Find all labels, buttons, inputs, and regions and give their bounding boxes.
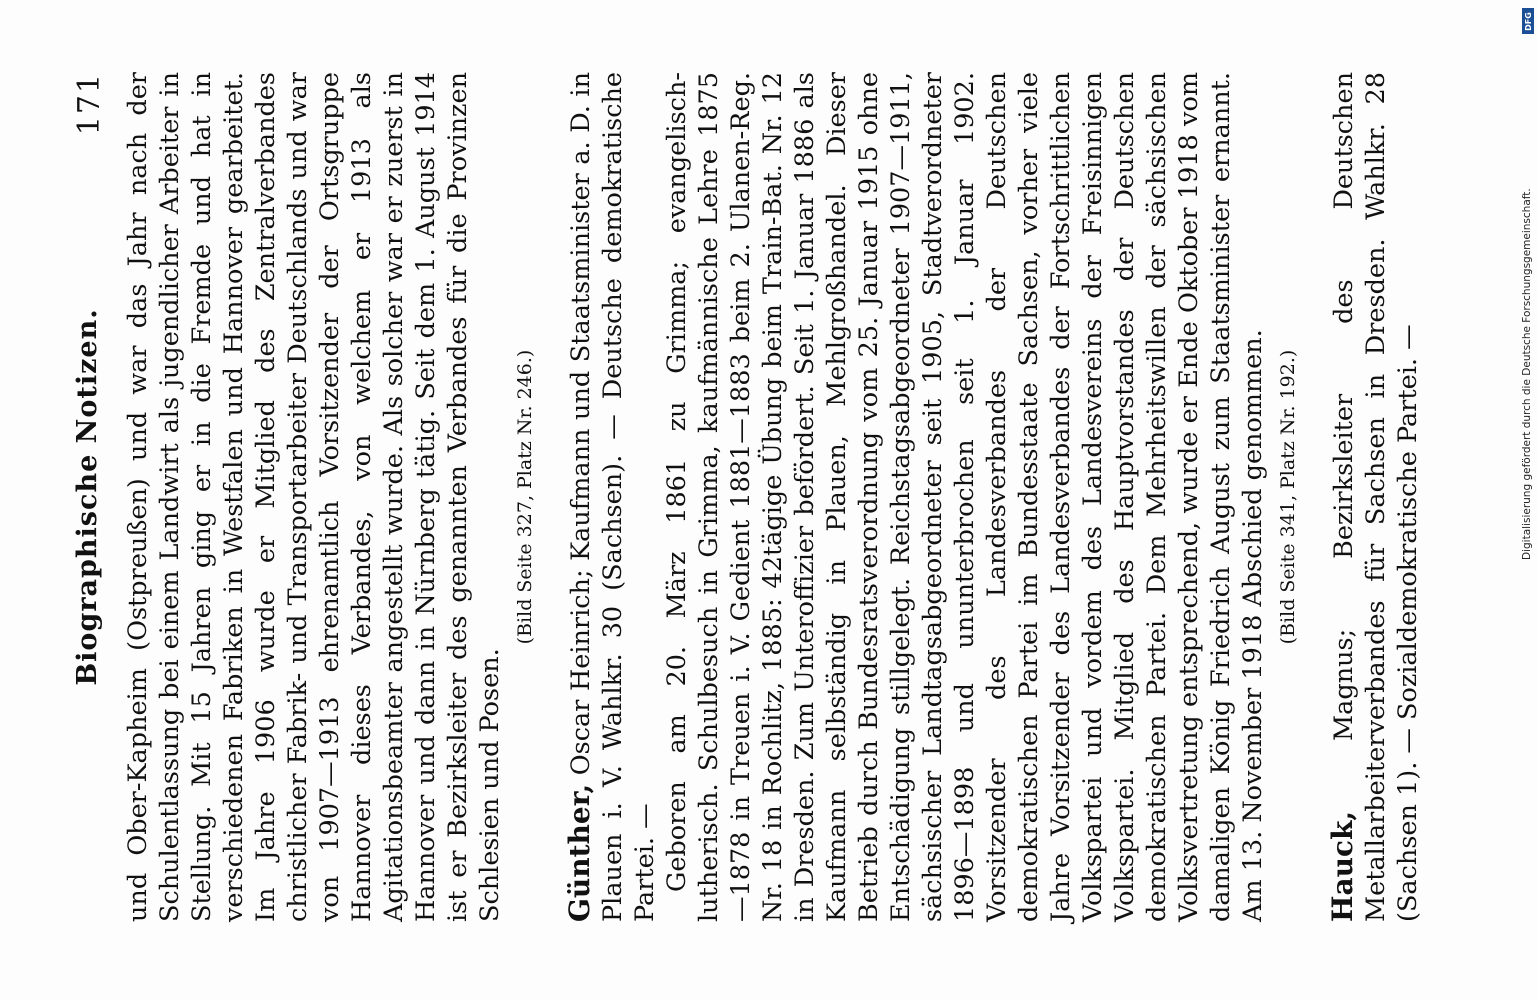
guenther-entry-intro: [564, 72, 661, 922]
hauck-name: Hauck,: [1326, 810, 1359, 922]
dfg-logo-icon: [1522, 8, 1534, 34]
guenther-biography: Geboren am 20. März 1861 zu Grimma; evangelisch-lutherisch. Schulbesuch in Grimma, kaufmännische Lehre 1875—1878 in Treuen i. V. Gedient 1881—1883 beim 2. Ulanen-Reg. Nr. 18 in Rochlitz, 1885: 42tägige Übung beim Train-Bat. Nr. 12 in Dresden. Zum Unteroffizier befördert. Seit 1. Januar 1886 als Kaufmann selbständig in Plauen, Mehlgroßhandel. Dieser Betrieb durch Bundesratsverordnung vom 25. Januar 1915 ohne Entschädigung stillgelegt. Reichstagsabgeordneter 1907—1911, sächsischer Landtagsabgeordneter seit 1905, Stadtverordneter 1896—1898 und ununterbrochen seit 1. Januar 1902. Vorsitzender des Landesverbandes der Deutschen demokratischen Partei im Bundesstaate Sachsen, vorher viele Jahre Vorsitzender des Landesverbandes der Fortschrittlichen Volkspartei und vordem des Landesvereins der Freisinnigen Volkspartei. Mitglied des Hauptvorstandes der Deutschen demokratischen Partei. Dem Mehrheitswillen der sächsischen Volksvertretung entsprechend, wurde er Ende Oktober 1918 vom damaligen König Friedrich August zum Staatsminister ernannt. Am 13. November 1918 Abschied genommen.: [662, 72, 1268, 922]
page-number: 171: [72, 72, 107, 136]
continuation-paragraph: und Ober-Kapheim (Ostpreußen) und war das Jahr nach der Schulentlassung bei einem Landwirt als jugendlicher Arbeiter in Stellung. Mit 15 Jahren ging er in die Fremde und hat in verschiedenen Fabriken in Westfalen und Hannover gearbeitet. Im Jahre 1906 wurde er Mitglied des Zentralverbandes christlicher Fabrik- und Transportarbeiter Deutschlands und war von 1907—1913 ehrenamtlich Vorsitzender der Ortsgruppe Hannover dieses Verbandes, von welchem er 1913 als Agitationsbeamter angestellt wurde. Als solcher war er zuerst in Hannover und dann in Nürnberg tätig. Seit dem 1. August 1914 ist er Bezirksleiter des genannten Verbandes für die Provinzen Schlesien und Posen.: [123, 72, 505, 922]
hauck-entry-intro: [1327, 72, 1424, 922]
guenther-intro-text: Oscar Heinrich; Kaufmann und Staatsminister a. D. in Plauen i. V. Wahlkr. 30 (Sachsen). — Deutsche demokratische Partei. —: [566, 71, 660, 922]
page-content: [72, 72, 1424, 922]
digitization-credit-strip: [1519, 0, 1537, 1000]
running-head: [72, 72, 112, 922]
digitization-credit-text: Digitalisierung gefördert durch die Deutsche Forschungsgemeinschaft.: [1521, 188, 1533, 560]
running-title: Biographische Notizen.: [72, 308, 103, 686]
image-caption-2: (Bild Seite 341, Platz Nr. 192.): [1277, 349, 1299, 645]
image-caption-1: (Bild Seite 327, Platz Nr. 246.): [514, 349, 536, 645]
guenther-name: Günther,: [563, 783, 596, 922]
hauck-intro-text: Magnus; Bezirksleiter des Deutschen Metallarbeiterverbandes für Sachsen in Dresden. Wahlkr. 28 (Sachsen 1). — Sozialdemokratische Partei. —: [1329, 72, 1423, 922]
dfg-logo-text: DFG: [1523, 11, 1533, 31]
